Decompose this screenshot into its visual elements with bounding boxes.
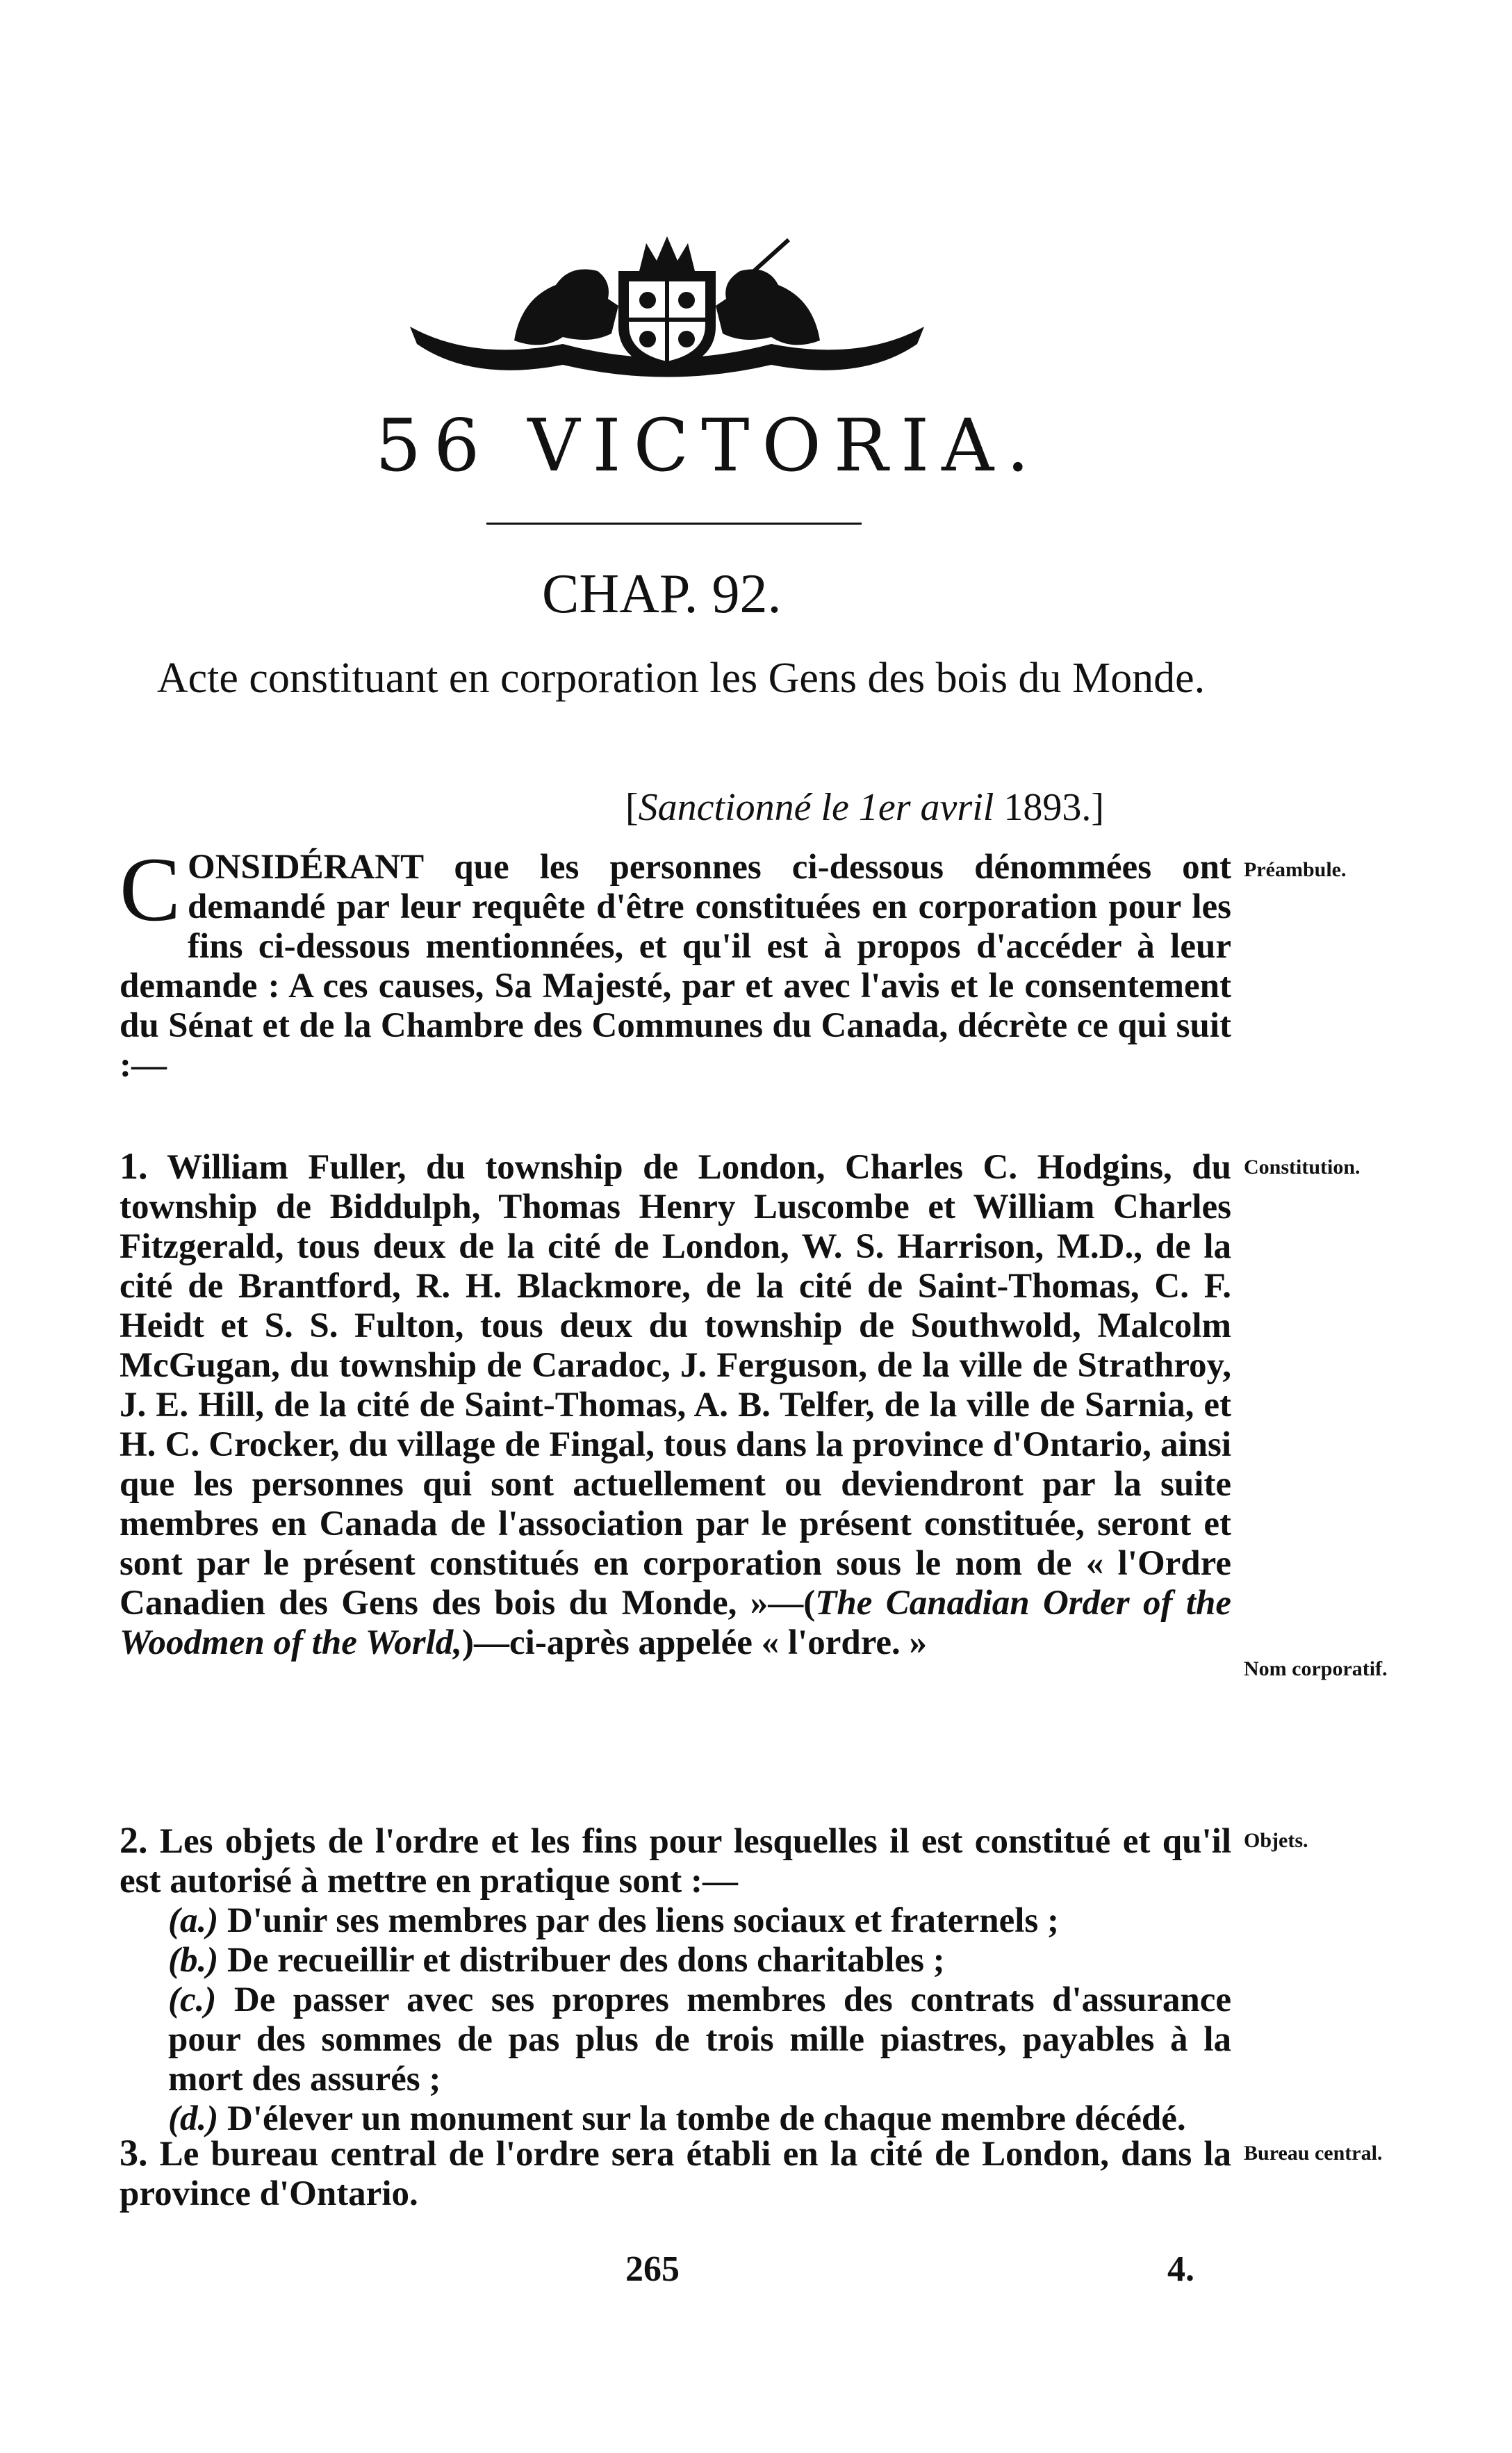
list-item <box>120 1941 1231 1980</box>
item-label: (c.) <box>168 1980 217 2019</box>
title-divider <box>486 523 862 525</box>
act-title: Acte constituant en corporation les Gens des bois du Monde. <box>156 655 1206 702</box>
margin-note-constitution: Constitution. <box>1244 1156 1361 1179</box>
sanction-date <box>625 785 1104 830</box>
sanction-year: 1893.] <box>994 786 1104 829</box>
list-item <box>120 1980 1231 2099</box>
page-number: 265 <box>625 2249 680 2289</box>
section-2 <box>120 1821 1231 2139</box>
preamble-text: ONSIDÉRANT que les personnes ci-dessous dénommées ont demandé par leur requête d'être constituées en corporation pour les fins ci-dessous mentionnées, et qu'il est à propos d'accéder à leur demande : A ces causes, Sa Majesté, par et avec l'avis et le consentement du Sénat et de la Chambre des Communes du Canada, décrète ce qui suit :— <box>120 848 1231 1085</box>
section-3-number: 3. <box>120 2132 148 2174</box>
list-item <box>120 1901 1231 1941</box>
section-1-english-name: The Canadian Order of the Woodmen of the World, <box>120 1584 1231 1662</box>
item-text: D'élever un monument sur la tombe de chaque membre décédé. <box>218 2099 1186 2138</box>
coat-of-arms-icon <box>389 222 945 389</box>
margin-note-objects: Objets. <box>1244 1829 1308 1852</box>
item-text: De passer avec ses propres membres des contrats d'assurance pour des sommes de pas plus de trois mille piastres, payables à la mort des assurés ; <box>168 1980 1231 2099</box>
margin-note-preamble: Préambule. <box>1244 858 1347 881</box>
item-text: D'unir ses membres par des liens sociaux et fraternels ; <box>218 1901 1059 1940</box>
section-2-intro: Les objets de l'ordre et les fins pour lesquelles il est constitué et qu'il est autorisé à mettre en pratique sont :— <box>120 1822 1231 1901</box>
item-label: (a.) <box>168 1901 219 1940</box>
page-title: 56 VICTORIA. <box>375 403 1042 488</box>
section-2-number: 2. <box>120 1819 148 1861</box>
margin-note-corporate-name: Nom corporatif. <box>1244 1657 1388 1680</box>
item-label: (b.) <box>168 1941 219 1980</box>
preamble-dropcap: C <box>120 838 181 940</box>
section-1 <box>120 1147 1231 1663</box>
margin-note-head-office: Bureau central. <box>1244 2142 1383 2165</box>
sanction-label: Sanctionné le 1er avril <box>638 786 994 829</box>
next-section-marker: 4. <box>1167 2249 1194 2289</box>
section-1-text-a: William Fuller, du township de London, Charles C. Hodgins, du township de Biddulph, Thomas Henry Luscombe et William Charles Fitzgerald, tous deux de la cité de London, W. S. Harrison, M.D., de la cité de Brantford, R. H. Blackmore, de la cité de Saint-Thomas, C. F. Heidt et S. S. Fulton, tous deux du township de Southwold, Malcolm McGugan, du township de Caradoc, J. Ferguson, de la ville de Strathroy, J. E. Hill, de la cité de Saint-Thomas, A. B. Telfer, de la ville de Sarnia, et H. C. Crocker, du village de Fingal, tous dans la province d'Ontario, ainsi que les personnes qui sont actuellement ou deviendront par la suite membres en Canada de l'association par le présent constituée, seront et sont par le présent constitués en corporation sous le nom de « l'Ordre Canadien des Gens des bois du Monde, »—( <box>120 1148 1231 1623</box>
item-label: (d.) <box>168 2099 219 2138</box>
item-text: De recueillir et distribuer des dons charitables ; <box>218 1941 945 1980</box>
section-1-text-b: )—ci-après appelée « l'ordre. » <box>462 1623 928 1662</box>
section-3 <box>120 2133 1231 2214</box>
preamble-paragraph <box>120 838 1231 1085</box>
chapter-heading: CHAP. 92. <box>542 564 782 625</box>
section-3-text: Le bureau central de l'ordre sera établi en la cité de London, dans la province d'Ontario. <box>120 2135 1231 2213</box>
section-1-number: 1. <box>120 1145 148 1187</box>
sanction-prefix: [ <box>625 786 639 829</box>
